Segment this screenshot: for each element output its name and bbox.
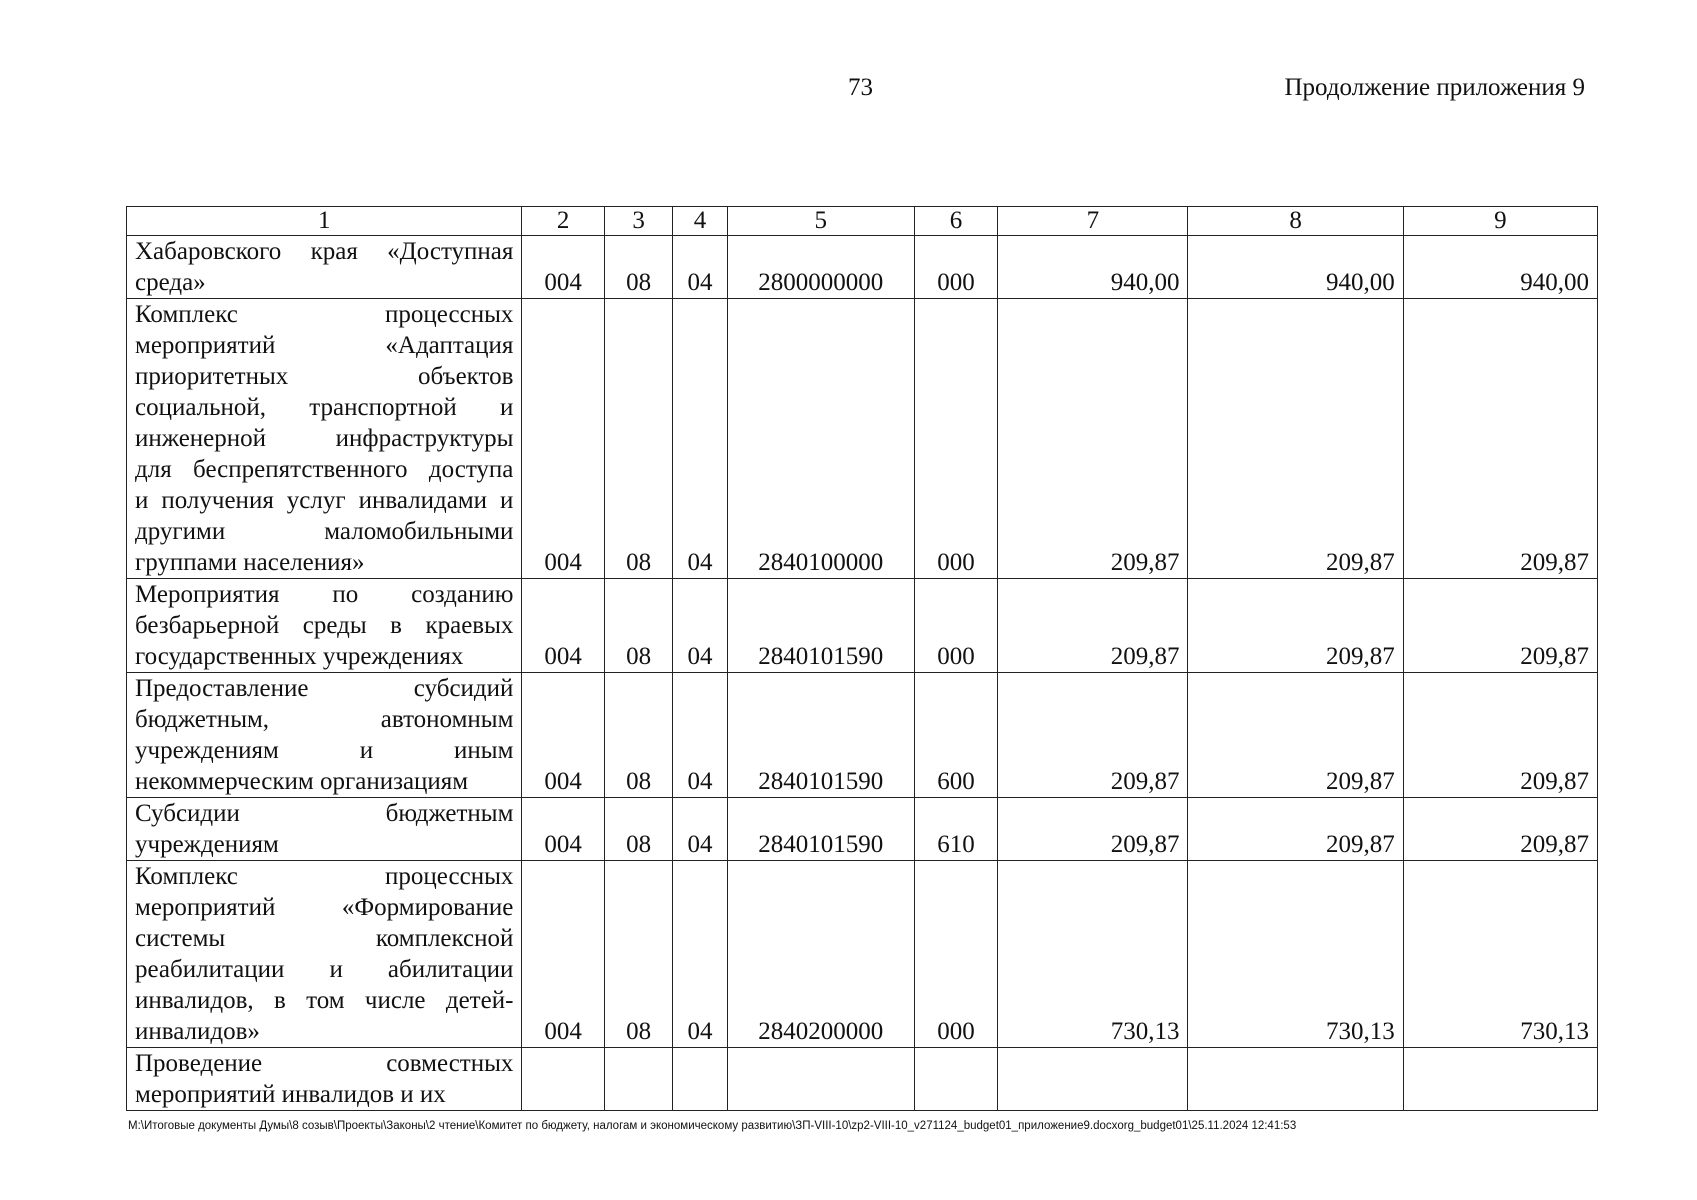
row-name-line: Субсидии бюджетным <box>135 800 514 827</box>
row-name-line: Проведение совместных <box>135 1050 514 1077</box>
row-name-line: для беспрепятственного доступа <box>135 456 514 483</box>
row-name-line: инженерной инфраструктуры <box>135 425 514 452</box>
column-header: 7 <box>998 207 1188 236</box>
table-row <box>127 299 1598 579</box>
row-name-cell <box>127 1048 522 1111</box>
section-code-cell: 08 <box>604 236 672 299</box>
subsection-code-cell: 04 <box>673 798 727 861</box>
column-header: 2 <box>522 207 605 236</box>
expense-type-cell: 000 <box>914 236 998 299</box>
row-name-line: некоммерческим организациям <box>135 768 469 795</box>
column-header: 8 <box>1188 207 1403 236</box>
subsection-code-cell <box>673 1048 727 1111</box>
header-row <box>127 207 1598 236</box>
expense-type-cell <box>914 1048 998 1111</box>
target-article-cell: 2840100000 <box>727 299 914 579</box>
admin-code-cell: 004 <box>522 673 605 798</box>
amount-cell: 209,87 <box>998 579 1188 673</box>
page-number: 73 <box>848 74 873 101</box>
row-name-line: мероприятий инвалидов и их <box>135 1081 446 1108</box>
amount-cell: 209,87 <box>1403 798 1597 861</box>
row-name-line: инвалидов, в том числе детей- <box>135 987 514 1014</box>
row-name-line: реабилитации и абилитации <box>135 956 514 983</box>
amount-cell <box>998 1048 1188 1111</box>
column-header: 1 <box>127 207 522 236</box>
expense-type-cell: 610 <box>914 798 998 861</box>
column-header: 9 <box>1403 207 1597 236</box>
row-name-line: приоритетных объектов <box>135 363 514 390</box>
amount-cell: 209,87 <box>1188 299 1403 579</box>
admin-code-cell <box>522 1048 605 1111</box>
row-name-line: Мероприятия по созданию <box>135 581 514 608</box>
target-article-cell <box>727 1048 914 1111</box>
row-name-line: безбарьерной среды в краевых <box>135 612 514 639</box>
row-name-cell <box>127 579 522 673</box>
row-name-line: Хабаровского края «Доступная <box>135 238 514 265</box>
row-name-line: Комплекс процессных <box>135 301 514 328</box>
file-path-footer: M:\Итоговые документы Думы\8 созыв\Проекты\Законы\2 чтение\Комитет по бюджету, налогам и экономическому развитию\ЗП-VIII-10\zp2-VIII-10_v271124_budget01_приложение9.docxorg_budget01\25.11.2024 12:41:53 <box>128 1120 1297 1132</box>
amount-cell: 209,87 <box>998 673 1188 798</box>
row-name-line: мероприятий «Адаптация <box>135 332 514 359</box>
row-name-line: Комплекс процессных <box>135 863 514 890</box>
admin-code-cell: 004 <box>522 579 605 673</box>
subsection-code-cell: 04 <box>673 579 727 673</box>
table-row <box>127 673 1598 798</box>
row-name-line: другими маломобильными <box>135 518 514 545</box>
target-article-cell: 2840101590 <box>727 798 914 861</box>
section-code-cell <box>604 1048 672 1111</box>
target-article-cell: 2800000000 <box>727 236 914 299</box>
admin-code-cell: 004 <box>522 798 605 861</box>
row-name-cell <box>127 798 522 861</box>
amount-cell: 940,00 <box>1403 236 1597 299</box>
admin-code-cell: 004 <box>522 299 605 579</box>
row-name-cell <box>127 861 522 1048</box>
row-name-line: мероприятий «Формирование <box>135 894 514 921</box>
target-article-cell: 2840200000 <box>727 861 914 1048</box>
row-name-line: системы комплексной <box>135 925 514 952</box>
column-header: 6 <box>914 207 998 236</box>
subsection-code-cell: 04 <box>673 673 727 798</box>
column-header: 4 <box>673 207 727 236</box>
row-name-line: и получения услуг инвалидами и <box>135 487 514 514</box>
row-name-cell <box>127 236 522 299</box>
amount-cell: 209,87 <box>1403 673 1597 798</box>
section-code-cell: 08 <box>604 299 672 579</box>
table-row <box>127 236 1598 299</box>
section-code-cell: 08 <box>604 798 672 861</box>
amount-cell: 940,00 <box>998 236 1188 299</box>
expense-type-cell: 000 <box>914 579 998 673</box>
amount-cell: 209,87 <box>1403 299 1597 579</box>
amount-cell: 209,87 <box>998 299 1188 579</box>
row-name-line: среда» <box>135 269 206 296</box>
subsection-code-cell: 04 <box>673 236 727 299</box>
section-code-cell: 08 <box>604 579 672 673</box>
amount-cell <box>1403 1048 1597 1111</box>
table-row <box>127 798 1598 861</box>
subsection-code-cell: 04 <box>673 861 727 1048</box>
amount-cell: 730,13 <box>998 861 1188 1048</box>
amount-cell: 730,13 <box>1403 861 1597 1048</box>
amount-cell: 209,87 <box>1188 579 1403 673</box>
row-name-line: учреждениям и иным <box>135 737 514 764</box>
amount-cell <box>1188 1048 1403 1111</box>
row-name-line: инвалидов» <box>135 1018 260 1045</box>
admin-code-cell: 004 <box>522 236 605 299</box>
row-name-line: бюджетным, автономным <box>135 706 514 733</box>
table-row <box>127 861 1598 1048</box>
row-name-line: социальной, транспортной и <box>135 394 514 421</box>
column-header: 5 <box>727 207 914 236</box>
amount-cell: 209,87 <box>1188 673 1403 798</box>
table-row <box>127 579 1598 673</box>
row-name-cell <box>127 299 522 579</box>
row-name-line: учреждениям <box>135 831 279 858</box>
column-header: 3 <box>604 207 672 236</box>
expense-type-cell: 000 <box>914 861 998 1048</box>
section-code-cell: 08 <box>604 673 672 798</box>
amount-cell: 940,00 <box>1188 236 1403 299</box>
subsection-code-cell: 04 <box>673 299 727 579</box>
row-name-line: группами населения» <box>135 549 365 576</box>
budget-table <box>126 206 1598 1111</box>
row-name-line: государственных учреждениях <box>135 643 464 670</box>
expense-type-cell: 000 <box>914 299 998 579</box>
amount-cell: 730,13 <box>1188 861 1403 1048</box>
amount-cell: 209,87 <box>1403 579 1597 673</box>
admin-code-cell: 004 <box>522 861 605 1048</box>
amount-cell: 209,87 <box>998 798 1188 861</box>
section-code-cell: 08 <box>604 861 672 1048</box>
row-name-line: Предоставление субсидий <box>135 675 514 702</box>
target-article-cell: 2840101590 <box>727 579 914 673</box>
appendix-note: Продолжение приложения 9 <box>1284 74 1585 101</box>
row-name-cell <box>127 673 522 798</box>
target-article-cell: 2840101590 <box>727 673 914 798</box>
amount-cell: 209,87 <box>1188 798 1403 861</box>
expense-type-cell: 600 <box>914 673 998 798</box>
table-row <box>127 1048 1598 1111</box>
